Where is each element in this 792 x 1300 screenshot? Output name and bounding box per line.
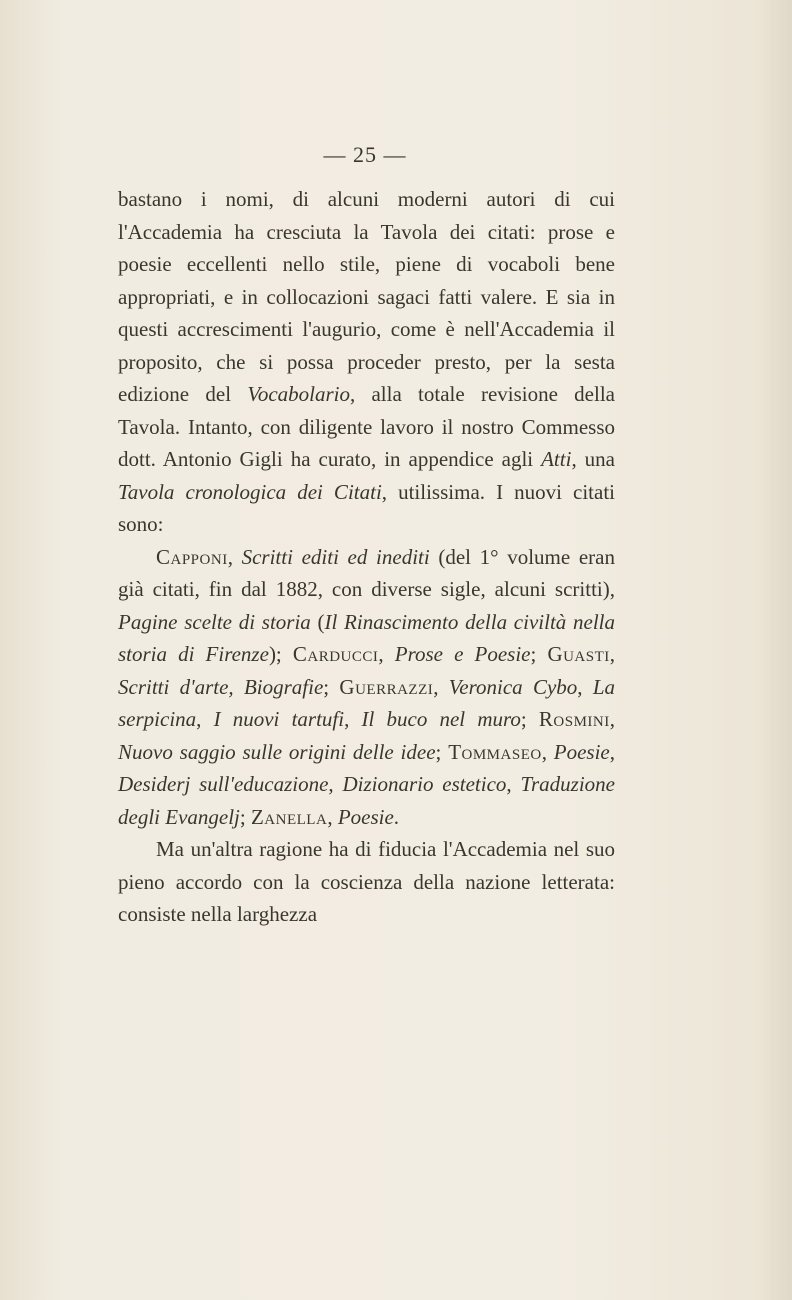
author-name: Rosmini xyxy=(538,707,610,731)
work-title: Scritti d'arte, Biografie xyxy=(118,674,324,699)
work-title: Poesie xyxy=(337,804,394,829)
author-name: Zanella xyxy=(250,804,328,829)
author-name: Guasti xyxy=(547,642,610,666)
work-title: Veronica Cybo xyxy=(448,674,578,699)
work-title: Il Rinascimento della civiltà nella storia di Firenze xyxy=(118,609,615,666)
work-title: Traduzione degli Evangelj xyxy=(118,772,615,829)
work-title: Pagine scelte di storia xyxy=(118,609,311,634)
author-name: Tommaseo xyxy=(448,739,542,764)
work-title: La serpicina xyxy=(118,674,616,731)
work-title: Desiderj sull'educazione xyxy=(118,772,329,796)
work-title: Nuovo saggio sulle origini delle idee xyxy=(118,739,436,764)
author-name: Capponi xyxy=(156,544,228,569)
work-title: Dizionario estetico xyxy=(342,772,507,796)
work-title: I nuovi tartufi xyxy=(213,707,345,731)
work-title: Poesie xyxy=(553,739,610,764)
paragraph-1: bastano i nomi, di alcuni moderni autori di cui l'Accademia ha cresciuta la Tavola dei citati: prose e poesie eccellenti nello stile, piene di vocaboli bene appropriati, e in collocazioni sagaci fatti valere. E sia in questi accrescimenti l'augurio, come è nell'Accademia il proposito, che si possa proceder presto, per la sesta edizione del Vocabolario, alla totale revisione della Tavola. Intanto, con diligente lavoro il nostro Commesso dott. Antonio Gigli ha curato, in appendice agli Atti, una Tavola cronologica dei Citati, utilissima. I nuovi citati sono: xyxy=(118,187,615,536)
author-name: Guerrazzi xyxy=(339,674,434,699)
work-title: Scritti editi ed inediti xyxy=(241,544,430,569)
paragraph-3: Ma un'altra ragione ha di fiducia l'Accademia nel suo pieno accordo con la coscienza della nazione letterata: consiste nella larghezza xyxy=(118,837,615,926)
body-text xyxy=(118,183,615,931)
work-title: Il buco nel muro xyxy=(361,707,521,731)
page-number: — 25 — xyxy=(323,142,407,167)
work-title: Prose e Poesie xyxy=(394,642,531,666)
page-edge-shadow xyxy=(758,0,792,1300)
paragraph-2-citations: Capponi, Scritti editi ed inediti (del 1° volume eran già citati, fin dal 1882, con diverse sigle, alcuni scritti), Pagine scelte di storia (Il Rinascimento della civiltà nella storia di Firenze); Carducci, Prose e Poesie; Guasti, Scritti d'arte, Biografie; Guerrazzi, Veronica Cybo, La serpicina, I nuovi tartufi, Il buco nel muro; Rosmini, Nuovo saggio sulle origini delle idee; Tommaseo, Poesie, Desiderj sull'educazione, Dizionario estetico, Traduzione degli Evangelj; Zanella, Poesie. xyxy=(118,544,616,829)
author-name: Carducci xyxy=(292,642,379,666)
